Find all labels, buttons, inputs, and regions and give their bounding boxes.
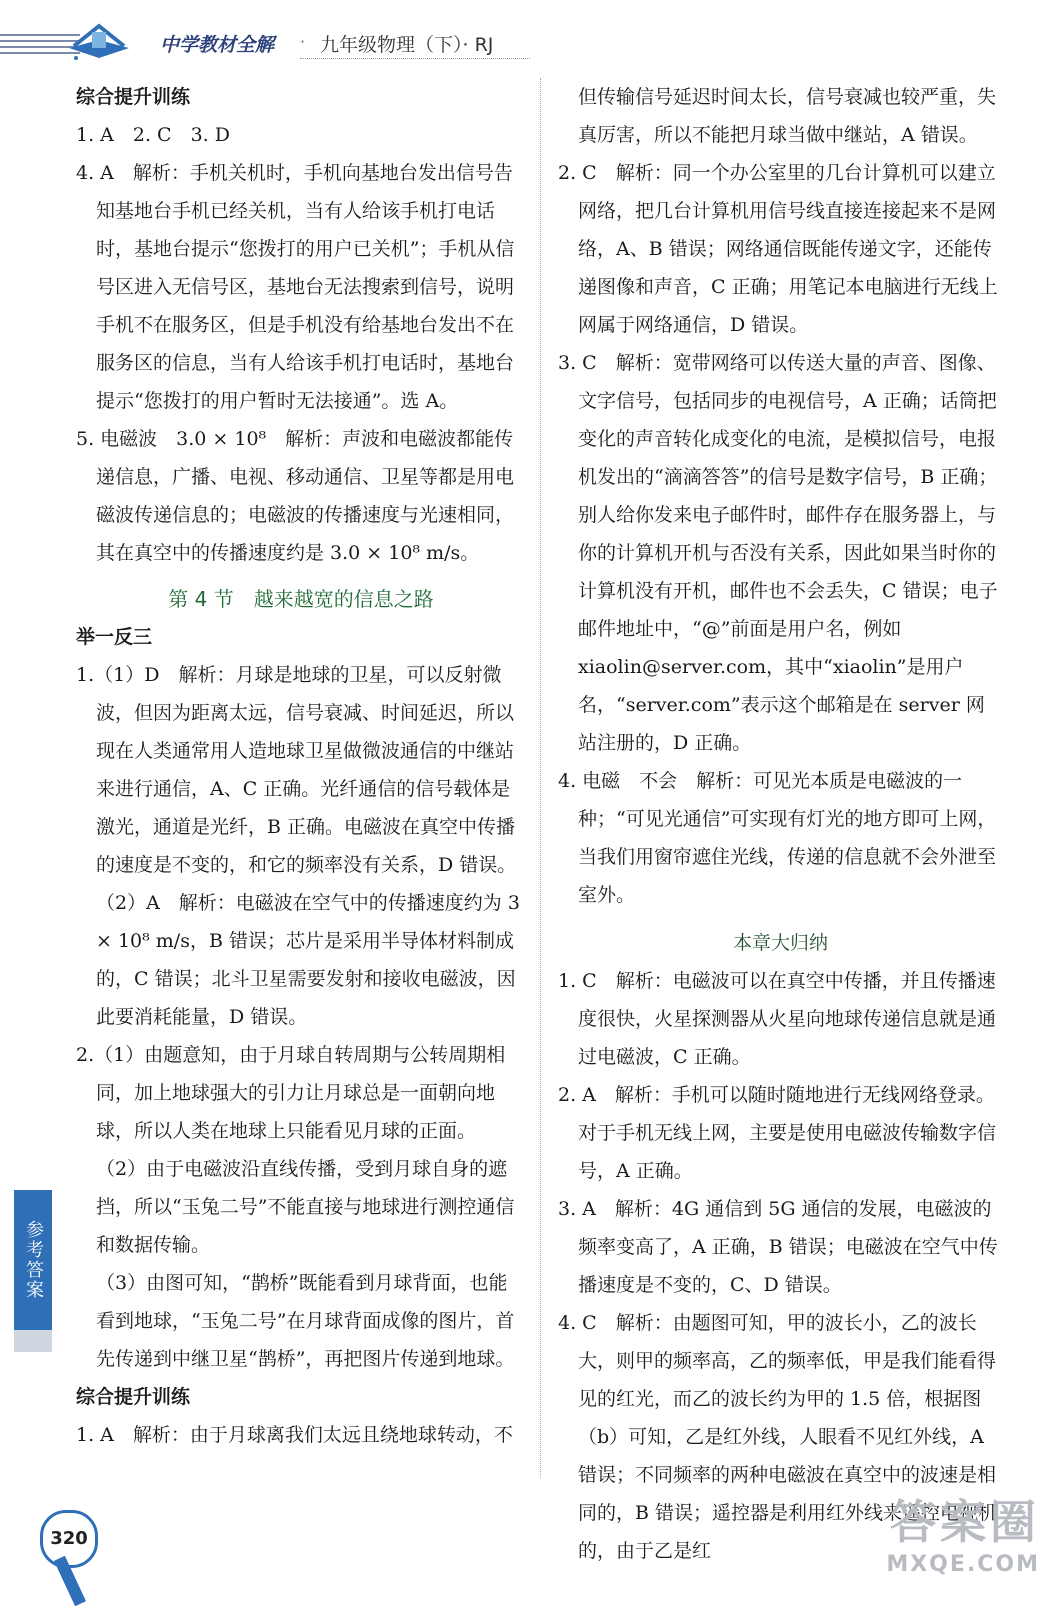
- side-tab-marker: [14, 1330, 52, 1352]
- answer-item: 5. 电磁波 3.0 × 10⁸ 解析：声波和电磁波都能传递信息，广播、电视、移动通信、卫星等都是用电磁波传递信息的；电磁波的传播速度与光速相同，其在真空中的传播速度约是 3.0 × 10⁸ m/s。: [76, 428, 515, 564]
- answer-item: 4. 电磁 不会 解析：可见光本质是电磁波的一种；“可见光通信”可实现有灯光的地方即可上网，当我们用窗帘遮住光线，传递的信息就不会外泄至室外。: [558, 770, 997, 906]
- answer-item: 2. C 解析：同一个办公室里的几台计算机可以建立网络，把几台计算机用信号线直接连接起来不是网络，A、B 错误；网络通信既能传递文字，还能传递图像和声音，C 正确；用笔记本电脑进行无线上网属于网络通信，D 错误。: [558, 162, 998, 336]
- answer-item: 1.（1）D 解析：月球是地球的卫星，可以反射微波，但因为距离太远，信号衰减、时间延迟，所以现在人类通常用人造地球卫星做微波通信的中继站来进行通信，A、C 正确。光纤通信的信号载体是激光，通道是光纤，B 正确。电磁波在真空中传播的速度是不变的，和它的频率没有关系，D 错误。: [76, 664, 517, 876]
- watermark-line1: 答案圈: [890, 1495, 1040, 1549]
- answer-item: 3. C 解析：宽带网络可以传送大量的声音、图像、文字信号，包括同步的电视信号，A 正确；话筒把变化的声音转化成变化的电流，是模拟信号，电报机发出的“滴滴答答”的信号是数字信号，B 正确；别人给你发来电子邮件时，邮件存在服务器上，与你的计算机开机与否没有关系，因此如果当时你的计算机没有开机，邮件也不会丢失，C 错误；电子邮件地址中，“@”前面是用户名，例如 xiaolin@server.com，其中“xiaolin”是用户名，“server.com”表示这个邮箱是在 server 网站注册的，D 正确。: [558, 352, 998, 754]
- answer-continuation: 但传输信号延迟时间太长，信号衰减也较严重，失真厉害，所以不能把月球当做中继站，A 错误。: [578, 86, 997, 146]
- right-column: [558, 78, 1003, 1570]
- header-rule: [300, 58, 530, 59]
- header-separator: ·: [300, 32, 306, 51]
- watermark: [886, 1486, 1040, 1577]
- answer-item: 1. C 解析：电磁波可以在真空中传播，并且传播速度很快，火星探测器从火星向地球传递信息就是通过电磁波，C 正确。: [558, 970, 997, 1068]
- answer-item: 3. A 解析：4G 通信到 5G 通信的发展，电磁波的频率变高了，A 正确，B 错误；电磁波在空气中传播速度是不变的，C、D 错误。: [558, 1198, 998, 1296]
- answer-subitem: （2）由于电磁波沿直线传播，受到月球自身的遮挡，所以“玉兔二号”不能直接与地球进行测控通信和数据传输。: [96, 1158, 515, 1256]
- side-tab-reference-answers: 参考答案: [14, 1190, 52, 1330]
- section-heading: 举一反三: [76, 626, 153, 648]
- chapter-summary-title: 本章大归纳: [732, 932, 828, 954]
- section-heading: 综合提升训练: [76, 1386, 191, 1408]
- section-heading: 综合提升训练: [76, 86, 191, 108]
- answer-item: 2. A 解析：手机可以随时随地进行无线网络登录。对于手机无线上网，主要是使用电磁波传输数字信号，A 正确。: [558, 1084, 997, 1182]
- book-logo-icon: [64, 18, 134, 62]
- answer-item: 2.（1）由题意知，由于月球自转周期与公转周期相同，加上地球强大的引力让月球总是一面朝向地球，所以人类在地球上只能看见月球的正面。: [76, 1044, 506, 1142]
- page-header: [0, 0, 1050, 70]
- brand-title: 中学教材全解: [160, 34, 275, 56]
- left-column: [76, 78, 526, 1454]
- watermark-line2: MXQE.COM: [886, 1552, 1040, 1577]
- section-title: 第 4 节 越来越宽的信息之路: [168, 587, 434, 611]
- column-divider: [540, 78, 541, 1478]
- answer-item: 1. A 2. C 3. D: [76, 124, 230, 146]
- page-number: 320: [40, 1510, 98, 1568]
- answer-item: 4. A 解析：手机关机时，手机向基地台发出信号告知基地台手机已经关机，当有人给该手机打电话时，基地台提示“您拨打的用户已关机”；手机从信号区进入无信号区，基地台无法搜索到信号，说明手机不在服务区，但是手机没有给基地台发出不在服务区的信息，当有人给该手机打电话时，基地台提示“您拨打的用户暂时无法接通”。选 A。: [76, 162, 515, 412]
- subject-title: 九年级物理（下）· RJ: [320, 34, 494, 56]
- answer-item: 1. A 解析：由于月球离我们太远且绕地球转动，不: [76, 1424, 513, 1446]
- answer-item: 4. C 解析：由题图可知，甲的波长小，乙的波长大，则甲的频率高，乙的频率低，甲是我们能看得见的红光，而乙的波长约为甲的 1.5 倍，根据图（b）可知，乙是红外线，人眼看不见红外线，A 错误；不同频率的两种电磁波在真空中的波速是相同的，B 错误；遥控器是利用红外线来遥控电视机的，由于乙是红: [558, 1312, 998, 1562]
- answer-subitem: （2）A 解析：电磁波在空气中的传播速度约为 3 × 10⁸ m/s，B 错误；芯片是采用半导体材料制成的，C 错误；北斗卫星需要发射和接收电磁波，因此要消耗能量，D 错误。: [96, 892, 520, 1028]
- answer-subitem: （3）由图可知，“鹊桥”既能看到月球背面，也能看到地球，“玉兔二号”在月球背面成像的图片，首先传递到中继卫星“鹊桥”，再把图片传递到地球。: [96, 1272, 515, 1370]
